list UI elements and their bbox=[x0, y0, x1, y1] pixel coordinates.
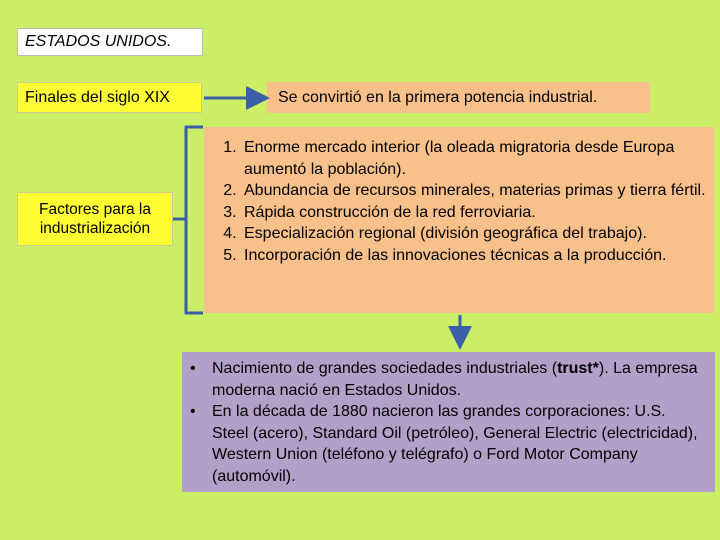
factor-item: 3. Rápida construcción de la red ferroviaria. bbox=[241, 202, 706, 224]
trust-term: trust* bbox=[557, 360, 599, 377]
outcome-text-end: ). La empresa moderna nació en Estados Unidos. bbox=[212, 360, 698, 399]
page-title: ESTADOS UNIDOS. bbox=[17, 28, 203, 56]
factor-item: 2. Abundancia de recursos minerales, materias primas y tierra fértil. bbox=[241, 180, 706, 202]
factors-label-text: Factores para la industrialización bbox=[39, 201, 151, 237]
factors-bracket bbox=[186, 127, 203, 313]
factor-item: 4. Especialización regional (división geográfica del trabajo). bbox=[241, 223, 706, 245]
outcome-item: • En la década de 1880 nacieron las grandes corporaciones: U.S. Steel (acero), Standard Oil (petróleo), General Electric (electricidad), Western Union (teléfono y telégrafo) o Ford Motor Company (automóvil). bbox=[212, 401, 703, 487]
era-label: Finales del siglo XIX bbox=[17, 82, 202, 113]
factor-item: 1. Enorme mercado interior (la oleada migratoria desde Europa aumentó la población). bbox=[241, 137, 706, 180]
result-box: Se convirtió en la primera potencia industrial. bbox=[267, 82, 650, 113]
outcome-text-start: Nacimiento de grandes sociedades industriales ( bbox=[212, 360, 558, 377]
factor-item: 5. Incorporación de las innovaciones técnicas a la producción. bbox=[241, 245, 706, 267]
